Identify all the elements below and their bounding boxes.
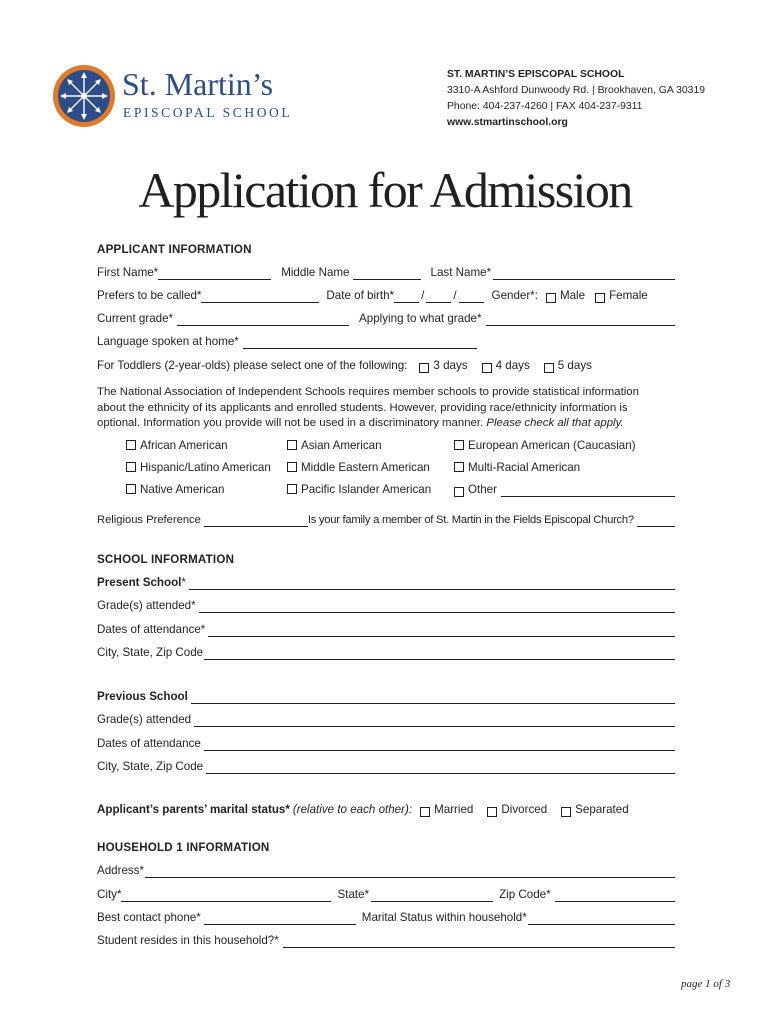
religious-label: Religious Preference — [97, 514, 201, 526]
ethnicity-pacific[interactable] — [287, 483, 431, 497]
state-label: State* — [337, 888, 370, 901]
page-number: page 1 of 3 — [681, 978, 731, 990]
prev-dates-row — [97, 737, 675, 751]
previous-school-field[interactable] — [191, 692, 675, 704]
school-website[interactable]: www.stmartinschool.org — [447, 117, 568, 128]
married-label: Married — [434, 803, 474, 816]
checkbox[interactable] — [454, 462, 464, 472]
logo-wordmark: St. Martin’s — [122, 66, 274, 102]
prev-city-row — [97, 760, 675, 774]
city-field[interactable] — [121, 890, 331, 902]
separated-label: Separated — [575, 803, 629, 816]
ethnicity-label: Native American — [140, 483, 225, 496]
ethnicity-label: Multi-Racial American — [468, 461, 581, 474]
nais-instruction: Please check all that apply. — [486, 417, 624, 429]
resides-field[interactable] — [283, 936, 675, 948]
gender-label: Gender*: — [491, 289, 538, 302]
prefers-field[interactable] — [201, 291, 319, 303]
school-phone: Phone: 404-237-4260 | FAX 404-237-9311 — [447, 101, 643, 112]
ethnicity-european[interactable] — [454, 439, 636, 453]
dob-sep-1: / — [421, 289, 425, 302]
city-state-zip-field[interactable] — [204, 648, 675, 660]
state-field[interactable] — [371, 890, 493, 902]
checkbox[interactable] — [126, 462, 136, 472]
resides-row — [97, 934, 675, 948]
school-address: 3310-A Ashford Dunwoody Rd. | Brookhaven, GA 30319 — [447, 85, 706, 96]
first-name-field[interactable] — [158, 268, 271, 280]
grades-attended-label: Grade(s) attended* — [97, 599, 196, 612]
ethnicity-hispanic[interactable] — [126, 461, 271, 475]
divorced-checkbox[interactable] — [487, 807, 497, 817]
nais-line-2: about the ethnicity of its applicants and enrolled students. However, providing race/ethnicity information is — [97, 401, 628, 414]
nais-line-1: The National Association of Independent Schools requires member schools to provide statistical information — [97, 386, 639, 398]
ethnicity-native[interactable] — [126, 483, 224, 497]
language-label: Language spoken at home* — [97, 335, 239, 348]
toddler-row — [97, 359, 675, 373]
page-title: Application for Admission — [138, 162, 632, 218]
ethnicity-label: African American — [140, 439, 228, 452]
member-label: Is your family a member of St. Martin in the Fields Episcopal Church? — [307, 514, 634, 526]
dob-day-field[interactable] — [426, 291, 451, 303]
present-school-field[interactable] — [189, 578, 675, 590]
school-name: ST. MARTIN’S EPISCOPAL SCHOOL — [447, 69, 625, 80]
marital-label: Applicant’s parents’ marital status* — [97, 803, 290, 816]
current-grade-field[interactable] — [177, 314, 349, 326]
checkbox[interactable] — [287, 462, 297, 472]
previous-school-row — [97, 690, 675, 704]
five-days-checkbox[interactable] — [544, 363, 554, 373]
prev-city-field[interactable] — [206, 762, 675, 774]
female-label: Female — [609, 289, 648, 302]
checkbox[interactable] — [454, 440, 464, 450]
ethnicity-label: Asian American — [301, 439, 382, 452]
previous-school-label: Previous School — [97, 690, 188, 703]
applicant-heading: APPLICANT INFORMATION — [97, 243, 252, 256]
city-state-row — [97, 888, 675, 902]
zip-label: Zip Code* — [499, 888, 551, 901]
phone-label: Best contact phone* — [97, 911, 201, 924]
phone-row — [97, 911, 675, 925]
household-heading: HOUSEHOLD 1 INFORMATION — [97, 841, 270, 854]
dates-attendance-row — [97, 623, 675, 637]
middle-name-field[interactable] — [353, 268, 421, 280]
ethnicity-multiracial[interactable] — [454, 461, 580, 475]
address-label: Address* — [97, 864, 145, 877]
ethnicity-middle-eastern[interactable] — [287, 461, 430, 475]
city-state-zip-row — [97, 646, 675, 660]
checkbox[interactable] — [287, 484, 297, 494]
address-field[interactable] — [145, 866, 675, 878]
three-days-label: 3 days — [433, 359, 468, 372]
first-name-label: First Name* — [97, 266, 159, 279]
last-name-label: Last Name* — [430, 266, 492, 279]
prev-grades-row — [97, 713, 675, 727]
marital-qualifier: (relative to each other): — [292, 803, 413, 816]
prev-city-label: City, State, Zip Code — [97, 760, 204, 773]
dob-sep-2: / — [453, 289, 457, 302]
prev-grades-label: Grade(s) attended — [97, 713, 192, 726]
language-field[interactable] — [243, 337, 477, 349]
school-contact — [447, 67, 705, 131]
applying-grade-label: Applying to what grade* — [359, 312, 482, 325]
male-label: Male — [559, 289, 586, 302]
marital-within-label: Marital Status within household* — [361, 911, 527, 924]
city-state-zip-label: City, State, Zip Code — [97, 646, 204, 659]
divorced-label: Divorced — [501, 803, 548, 816]
prev-dates-label: Dates of attendance — [97, 737, 201, 750]
middle-name-label: Middle Name — [281, 266, 350, 279]
toddler-label: For Toddlers (2-year-olds) please select one of the following: — [97, 359, 408, 372]
resides-label: Student resides in this household?* — [97, 934, 279, 947]
three-days-checkbox[interactable] — [419, 363, 429, 373]
other-ethnicity-field[interactable] — [501, 485, 675, 497]
language-row — [97, 335, 477, 349]
checkbox[interactable] — [454, 487, 464, 497]
marital-status-row — [97, 803, 675, 817]
city-label: City* — [97, 888, 122, 901]
zip-field[interactable] — [555, 890, 675, 902]
present-school-label: Present School — [97, 576, 182, 589]
required-star: * — [181, 576, 186, 589]
grades-attended-row — [97, 599, 675, 613]
four-days-checkbox[interactable] — [482, 363, 492, 373]
separated-checkbox[interactable] — [561, 807, 571, 817]
male-checkbox[interactable] — [546, 293, 556, 303]
ethnicity-label: Middle Eastern American — [301, 461, 430, 474]
nais-paragraph — [97, 385, 639, 432]
school-logo — [52, 64, 302, 128]
religious-field[interactable] — [204, 515, 308, 527]
grade-row — [97, 312, 675, 326]
ethnicity-asian[interactable] — [287, 439, 382, 453]
ethnicity-label: Other — [468, 483, 497, 496]
school-info-heading: SCHOOL INFORMATION — [97, 553, 235, 566]
four-days-label: 4 days — [495, 359, 530, 372]
female-checkbox[interactable] — [595, 293, 605, 303]
ethnicity-label: Pacific Islander American — [301, 483, 432, 496]
logo-subtitle: EPISCOPAL SCHOOL — [123, 105, 293, 120]
dob-year-field[interactable] — [459, 291, 484, 303]
marital-within-field[interactable] — [528, 913, 675, 925]
ethnicity-label: Hispanic/Latino American — [140, 461, 271, 474]
dates-attendance-field[interactable] — [208, 625, 675, 637]
grades-attended-field[interactable] — [199, 601, 675, 613]
prev-dates-field[interactable] — [204, 739, 675, 751]
prefers-label: Prefers to be called* — [97, 289, 202, 302]
prefers-row — [97, 289, 675, 303]
checkbox[interactable] — [126, 440, 136, 450]
present-school-row — [97, 576, 675, 590]
last-name-field[interactable] — [493, 268, 675, 280]
dob-label: Date of birth* — [326, 289, 395, 302]
ethnicity-other[interactable] — [454, 483, 675, 497]
phone-field[interactable] — [204, 913, 356, 925]
nais-line-3: optional. Information you provide will not be used in a discriminatory manner. — [97, 417, 484, 429]
ethnicity-african[interactable] — [126, 439, 228, 453]
current-grade-label: Current grade* — [97, 312, 174, 325]
compass-rose-icon — [52, 64, 116, 128]
dob-month-field[interactable] — [394, 291, 419, 303]
address-row — [97, 864, 675, 878]
five-days-label: 5 days — [557, 359, 592, 372]
name-row — [97, 266, 675, 280]
married-checkbox[interactable] — [420, 807, 430, 817]
member-field[interactable] — [637, 515, 675, 527]
ethnicity-label: European American (Caucasian) — [468, 439, 636, 452]
prev-grades-field[interactable] — [194, 715, 675, 727]
applying-grade-field[interactable] — [486, 314, 675, 326]
dates-attendance-label: Dates of attendance* — [97, 623, 206, 636]
religion-row — [97, 513, 675, 527]
checkbox[interactable] — [126, 484, 136, 494]
checkbox[interactable] — [287, 440, 297, 450]
